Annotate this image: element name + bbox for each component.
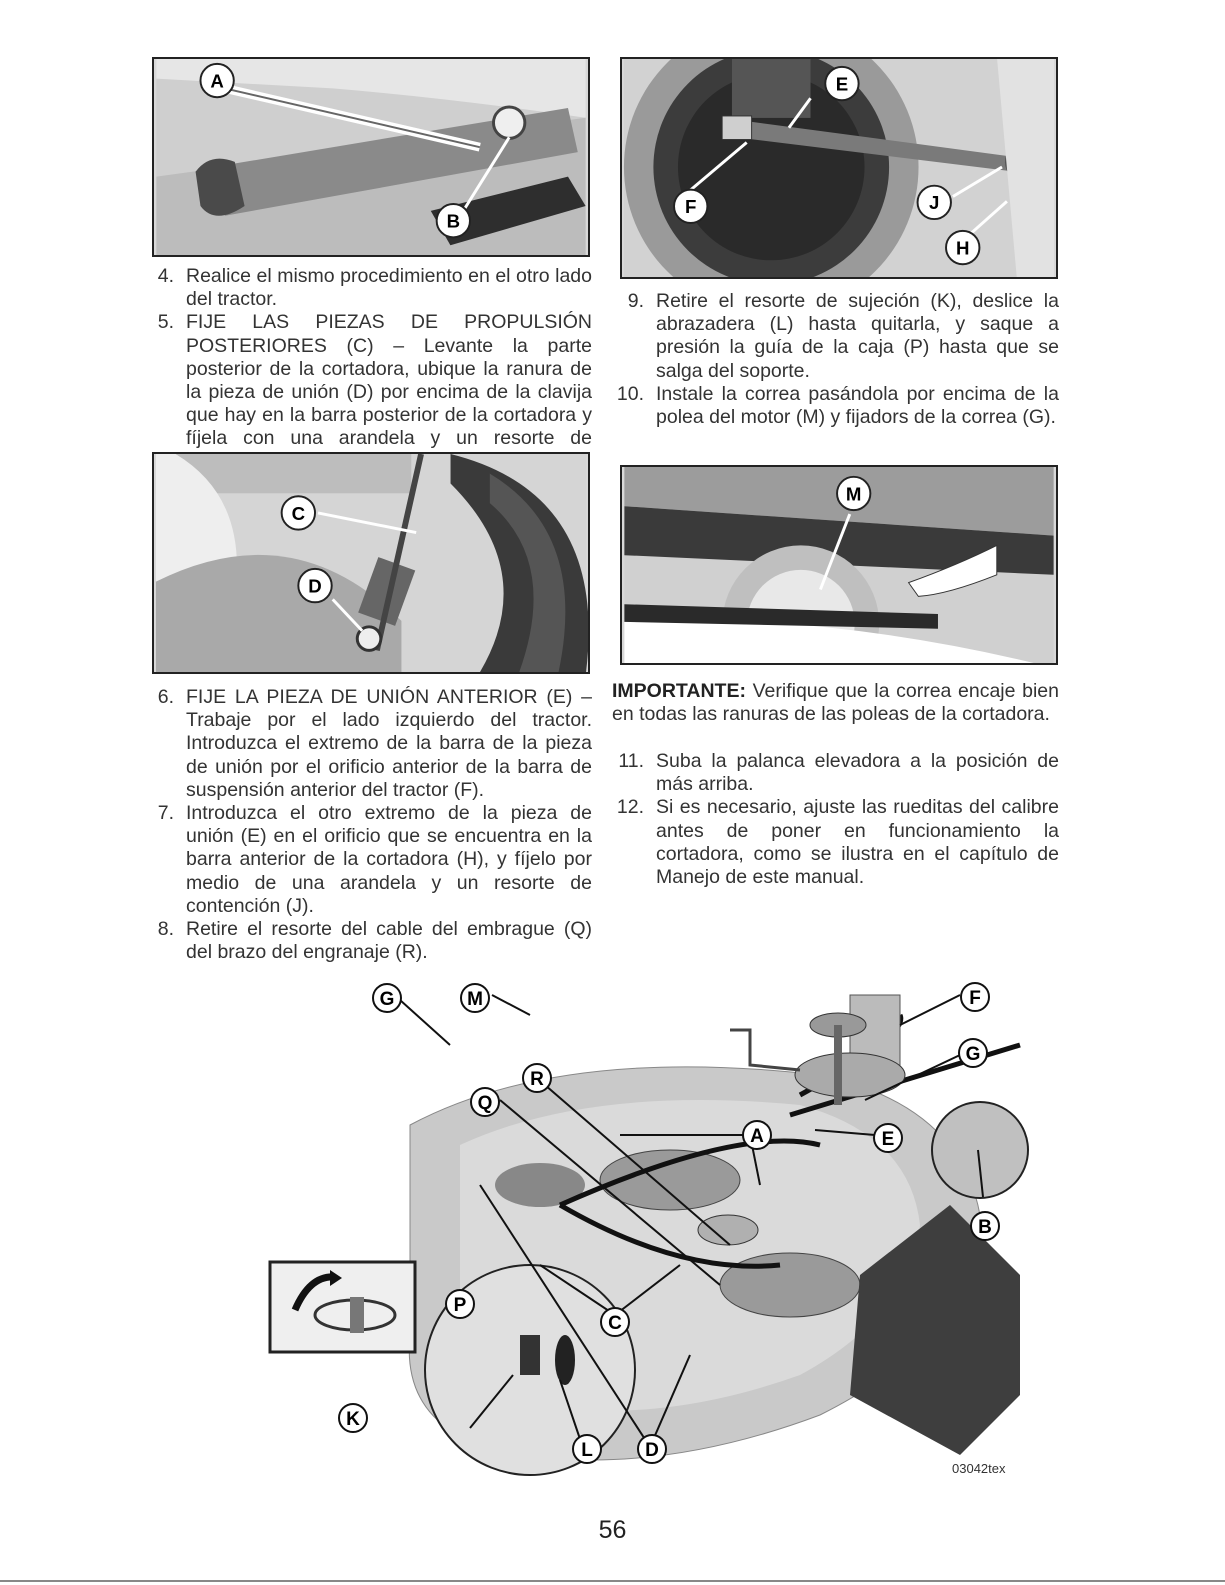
step-number: 6. xyxy=(157,686,174,708)
step-number: 10. xyxy=(616,382,644,405)
page-number: 56 xyxy=(598,1516,627,1544)
step-text: Instale la correa pasándola por encima de la polea del motor (M) y fijadors de la correa (G). xyxy=(656,382,1059,429)
callout-d-diagram: D xyxy=(645,1440,659,1461)
step-item xyxy=(612,290,1059,383)
callout-d: D xyxy=(308,575,322,597)
step-text: FIJE LAS PIEZAS DE PROPULSIÓN POSTERIORES (C) – Levante la parte posterior de la cortadora, ubique la ranura de la pieza de unión (D) por encima de la clavija que hay en la barra posterior de la cortadora y fíjela con una arandela y un resorte de xyxy=(186,311,592,450)
steps-11-12 xyxy=(612,750,1059,889)
callout-e-diagram: E xyxy=(881,1129,895,1150)
callout-a: A xyxy=(210,70,224,92)
step-text: FIJE LA PIEZA DE UNIÓN ANTERIOR (E) – Trabaje por el lado izquierdo del tractor. Introduzca el extremo de la barra de la pieza de unión por el orificio anterior de la barra de suspensión anterior del tractor (F). xyxy=(186,686,592,801)
figure-code: 03042tex xyxy=(952,1461,1006,1476)
step-text: Si es necesario, ajuste las rueditas del calibre antes de poner en funcionamiento la cortadora, como se ilustra en el capítulo de Manejo de este manual. xyxy=(656,796,1059,889)
photo-rear-link-bar xyxy=(152,57,590,257)
mower-deck-diagram xyxy=(260,975,1050,1490)
callout-b-diagram: B xyxy=(978,1217,992,1238)
step-number: 12. xyxy=(616,796,644,819)
callout-l-diagram: L xyxy=(581,1440,593,1461)
callout-p-diagram: P xyxy=(453,1295,467,1316)
important-note xyxy=(612,680,1059,726)
step-number: 7. xyxy=(157,802,174,825)
step-number: 11. xyxy=(618,750,644,772)
important-label: IMPORTANTE: xyxy=(612,680,746,702)
step-item xyxy=(612,796,1059,889)
steps-4-5 xyxy=(150,265,592,474)
callout-c-diagram: C xyxy=(608,1313,622,1334)
step-item xyxy=(612,383,1059,429)
callout-k-diagram: K xyxy=(346,1409,360,1430)
photo-rear-drive-link xyxy=(152,452,590,674)
photo-motor-pulley-illustration xyxy=(622,467,1056,663)
step-number: 4. xyxy=(157,265,174,287)
step-text: Introduzca el otro extremo de la pieza de unión (E) en el orificio que se encuentra en la barra anterior de la cortadora (H), y fíjelo por medio de una arandela y un resorte de contención (J). xyxy=(186,802,592,917)
step-item xyxy=(612,750,1059,796)
inset-hairpin-clip xyxy=(270,1262,415,1352)
step-text: Realice el mismo procedimiento en el otro lado del tractor. xyxy=(186,265,592,311)
step-text: Retire el resorte del cable del embrague (Q) del brazo del engranaje (R). xyxy=(186,918,592,964)
step-item xyxy=(150,265,592,311)
photo-motor-pulley xyxy=(620,465,1058,665)
steps-6-8 xyxy=(150,686,592,964)
mower-deck-illustration xyxy=(260,975,1050,1490)
step-number: 8. xyxy=(157,918,174,941)
callout-h: H xyxy=(955,237,970,259)
callout-q-diagram: Q xyxy=(477,1093,493,1114)
page-bottom-rule xyxy=(0,1580,1225,1582)
important-text: Verifique que la correa encaje bien en todas las ranuras de las poleas de la cortadora. xyxy=(612,680,1059,726)
callout-f-diagram: F xyxy=(969,988,981,1009)
step-number: 5. xyxy=(157,311,174,334)
photo-front-link-bar xyxy=(620,57,1058,279)
callout-e: E xyxy=(835,73,849,95)
step-number: 9. xyxy=(627,290,644,312)
callout-r-diagram: R xyxy=(530,1069,544,1090)
step-text: Retire el resorte de sujeción (K), deslice la abrazadera (L) hasta quitarla, y saque a presión la guía de la caja (P) hasta que se salga del soporte. xyxy=(656,290,1059,382)
photo-rear-link-bar-illustration xyxy=(154,59,588,255)
steps-9-10 xyxy=(612,290,1059,429)
photo-front-link-bar-illustration xyxy=(622,59,1056,277)
step-item xyxy=(150,311,592,473)
step-text: Suba la palanca elevadora a la posición de más arriba. xyxy=(656,750,1059,796)
step-item xyxy=(150,686,592,802)
callout-f: F xyxy=(685,196,697,218)
step-item xyxy=(150,802,592,918)
step-item xyxy=(150,918,592,964)
callout-c: C xyxy=(291,502,306,524)
callout-j: J xyxy=(929,192,940,214)
photo-rear-drive-link-illustration xyxy=(154,454,588,672)
callout-b: B xyxy=(446,210,461,232)
callout-g-top: G xyxy=(379,989,395,1010)
callout-a-diagram: A xyxy=(750,1126,764,1147)
callout-g-right: G xyxy=(965,1044,981,1065)
callout-m: M xyxy=(845,483,862,505)
callout-m-diagram: M xyxy=(467,989,483,1010)
